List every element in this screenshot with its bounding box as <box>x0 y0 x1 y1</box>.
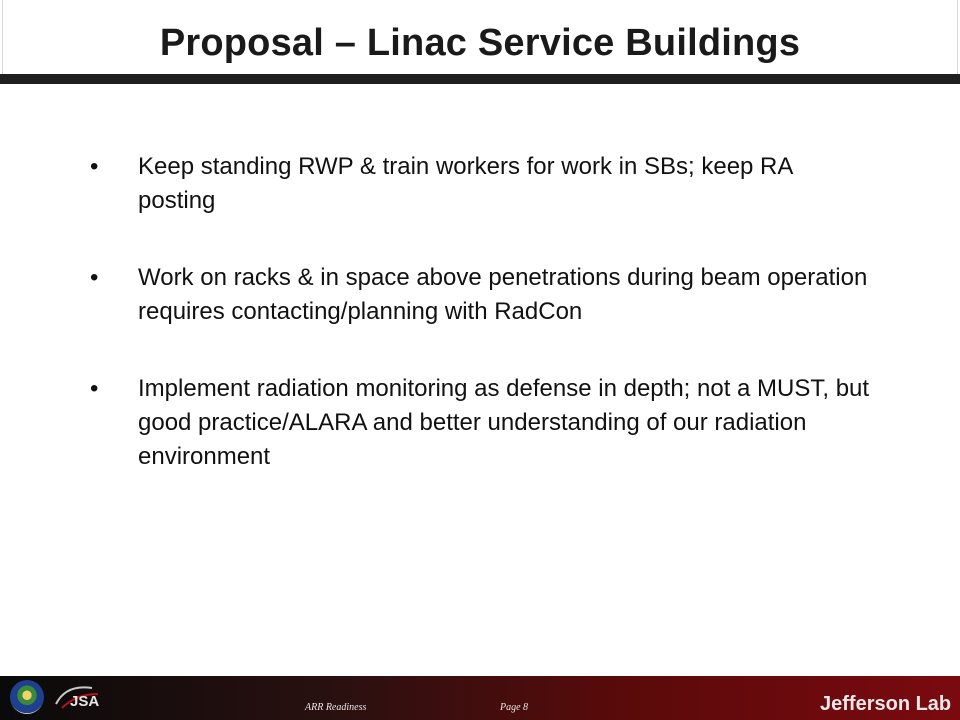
title-bar <box>0 0 960 82</box>
title-rule <box>0 74 960 84</box>
bullet-list <box>90 150 870 517</box>
jsa-logo-text: JSA <box>70 693 100 710</box>
bullet-marker: • <box>90 153 99 180</box>
bullet-item <box>90 372 870 474</box>
doe-seal-icon <box>10 680 44 714</box>
bullet-text: Implement radiation monitoring as defense in depth; not a MUST, but good practice/ALARA and better understanding of our radiation environment <box>138 375 870 470</box>
jsa-logo-icon <box>52 680 112 714</box>
bullet-item <box>90 261 870 329</box>
bullet-item <box>90 150 870 218</box>
jefferson-lab-logo-text: Jefferson Lab <box>820 693 952 715</box>
bullet-text: Keep standing RWP & train workers for work in SBs; keep RA posting <box>138 153 793 214</box>
bullet-marker: • <box>90 375 99 402</box>
footer-readiness-label: ARR Readiness <box>305 702 367 713</box>
footer-page-number: Page 8 <box>500 702 529 713</box>
bullet-marker: • <box>90 264 99 291</box>
footer-bar <box>0 676 960 720</box>
slide-title: Proposal – Linac Service Buildings <box>159 22 801 64</box>
jefferson-lab-logo-icon <box>818 688 954 716</box>
bullet-text: Work on racks & in space above penetrations during beam operation requires contacting/planning with RadCon <box>138 264 868 325</box>
